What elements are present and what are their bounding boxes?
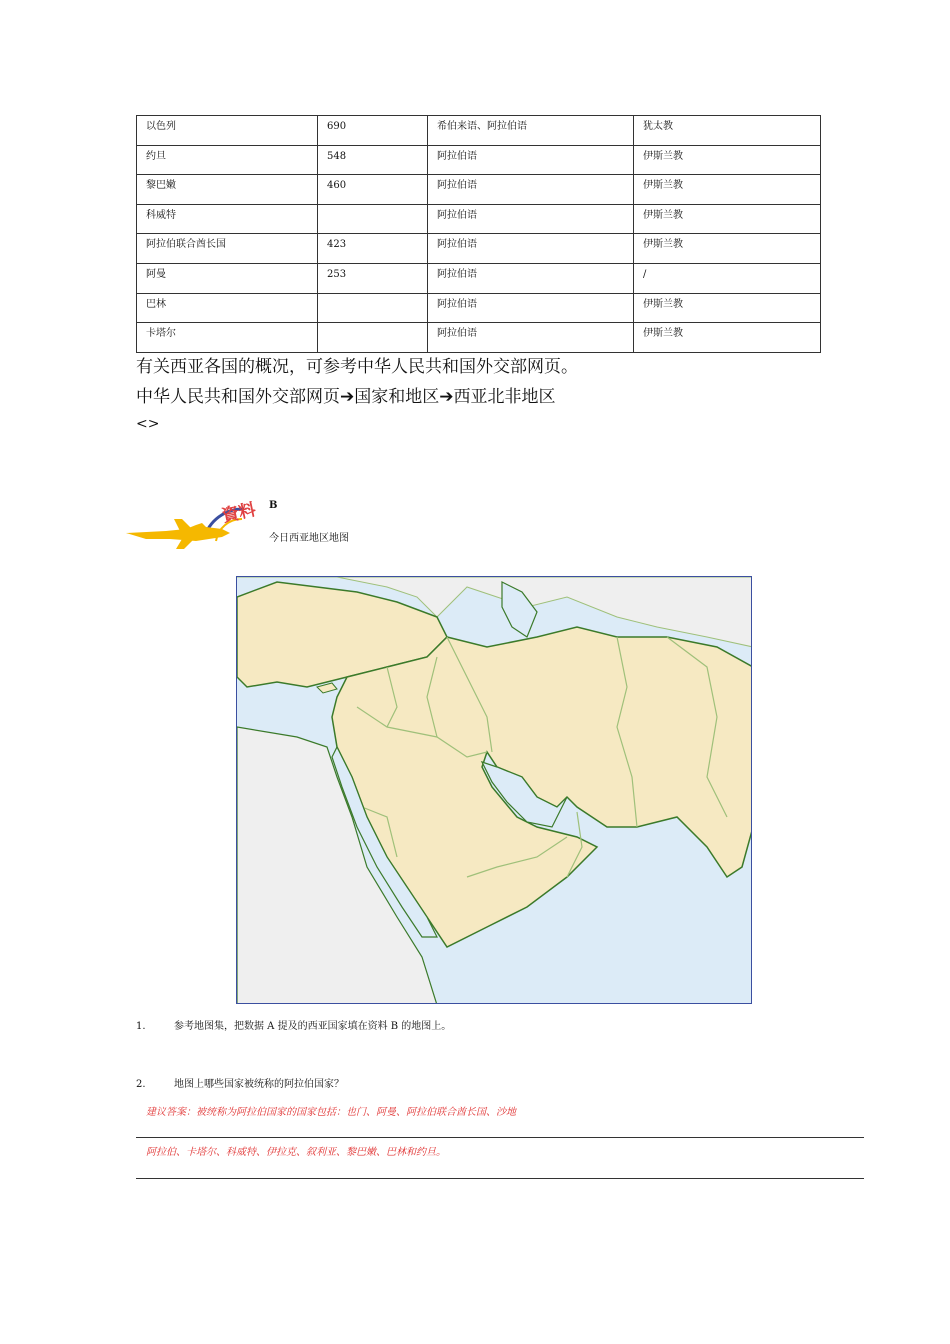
table-cell	[318, 293, 428, 323]
table-cell: 阿拉伯语	[428, 204, 634, 234]
table-cell: 伊斯兰教	[634, 323, 821, 353]
question-text: 参考地图集，把数据 A 提及的西亚国家填在资料 B 的地图上。	[174, 1021, 452, 1032]
question-number: 1.	[136, 1021, 146, 1032]
arrow-icon: ➔	[340, 387, 355, 407]
link-placeholder[interactable]: <>	[136, 416, 160, 432]
table-cell: /	[634, 263, 821, 293]
table-cell: 阿拉伯语	[428, 263, 634, 293]
table-row	[137, 263, 821, 293]
table-cell: 伊斯兰教	[634, 175, 821, 205]
table-cell	[318, 323, 428, 353]
question-number: 2.	[136, 1079, 146, 1090]
table-row	[137, 175, 821, 205]
table-cell: 阿拉伯语	[428, 293, 634, 323]
country-table	[136, 115, 821, 353]
nav-path	[136, 387, 556, 407]
answer-line-1: 建议答案：被统称为阿拉伯国家的国家包括：也门、阿曼、阿拉伯联合酋长国、沙地	[146, 1107, 516, 1118]
table-cell: 253	[318, 263, 428, 293]
logo-text: 資料	[220, 499, 258, 527]
resource-logo	[126, 495, 266, 553]
question-2	[136, 1075, 344, 1090]
table-cell: 巴林	[137, 293, 318, 323]
table-cell: 阿拉伯联合酋长国	[137, 234, 318, 264]
table-cell: 卡塔尔	[137, 323, 318, 353]
table-cell	[318, 204, 428, 234]
table-cell: 423	[318, 234, 428, 264]
table-cell: 阿曼	[137, 263, 318, 293]
table-row	[137, 323, 821, 353]
table-cell: 以色列	[137, 116, 318, 146]
table-cell: 阿拉伯语	[428, 234, 634, 264]
question-1	[136, 1017, 451, 1032]
answer-rule	[136, 1178, 864, 1179]
answer-line-2: 阿拉伯、卡塔尔、科威特、伊拉克、叙利亚、黎巴嫩、巴林和约旦。	[146, 1147, 446, 1158]
table-cell: 科威特	[137, 204, 318, 234]
resource-title: 今日西亚地区地图	[269, 533, 349, 544]
resource-letter: B	[269, 500, 278, 511]
table-cell: 黎巴嫩	[137, 175, 318, 205]
table-cell: 阿拉伯语	[428, 145, 634, 175]
intro-line: 有关西亚各国的概况，可参考中华人民共和国外交部网页。	[136, 357, 578, 377]
answer-rule	[136, 1137, 864, 1138]
west-asia-map	[236, 576, 752, 1004]
table-cell: 阿拉伯语	[428, 175, 634, 205]
table-cell: 犹太教	[634, 116, 821, 146]
table-cell: 阿拉伯语	[428, 323, 634, 353]
table-cell: 690	[318, 116, 428, 146]
table-body	[137, 116, 821, 353]
table-cell: 约旦	[137, 145, 318, 175]
table-row	[137, 293, 821, 323]
table-cell: 希伯来语、阿拉伯语	[428, 116, 634, 146]
nav-part-1: 中华人民共和国外交部网页	[136, 387, 340, 407]
table-row	[137, 204, 821, 234]
table-row	[137, 145, 821, 175]
arrow-icon: ➔	[439, 387, 454, 407]
table-cell: 伊斯兰教	[634, 234, 821, 264]
table-cell: 460	[318, 175, 428, 205]
table-row	[137, 234, 821, 264]
table-cell: 伊斯兰教	[634, 293, 821, 323]
table-row	[137, 116, 821, 146]
table-cell: 548	[318, 145, 428, 175]
table-cell: 伊斯兰教	[634, 204, 821, 234]
table-cell: 伊斯兰教	[634, 145, 821, 175]
question-text: 地图上哪些国家被统称的阿拉伯国家？	[174, 1079, 344, 1090]
nav-part-3: 西亚北非地区	[453, 387, 556, 407]
nav-part-2: 国家和地区	[354, 387, 440, 407]
